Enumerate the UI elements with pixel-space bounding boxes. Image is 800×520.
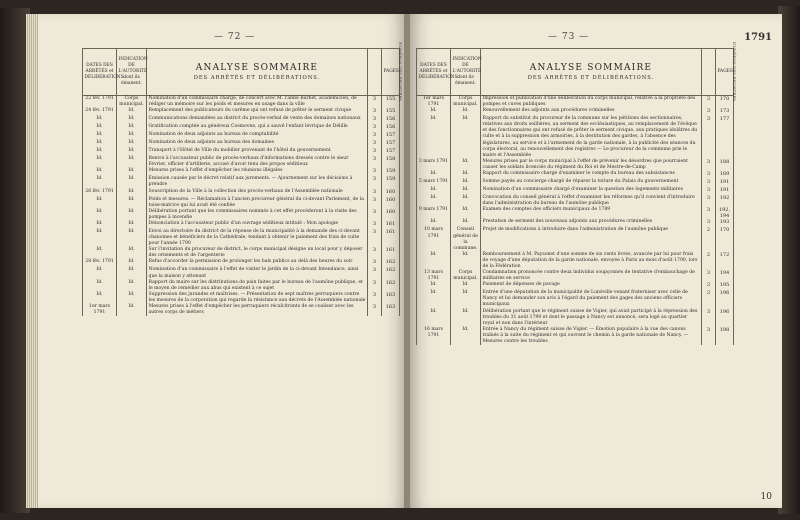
row-summary: Mesures prises à l'effet d'empêcher les réunions illégales xyxy=(147,168,368,176)
row-summary: Nomination de deux adjoints au bureau des domaines xyxy=(147,140,368,148)
row-authority: Id. xyxy=(117,197,147,209)
table-row xyxy=(417,227,734,251)
row-register: 3 xyxy=(702,290,716,308)
row-page: 191 xyxy=(716,179,734,187)
row-authority: Id. xyxy=(117,280,147,292)
row-register: 3 xyxy=(368,247,382,259)
row-register: 3 xyxy=(368,221,382,229)
table-row xyxy=(83,148,400,156)
row-date: Id. xyxy=(417,195,451,207)
row-page: 163 xyxy=(382,292,400,304)
row-register: 3 xyxy=(368,176,382,188)
col-pages: PAGES. xyxy=(382,49,400,96)
row-page: 172 xyxy=(716,252,734,270)
summary-subtitle: DES ARRÊTÉS ET DÉLIBÉRATIONS. xyxy=(527,74,655,81)
row-authority: Id. xyxy=(117,221,147,229)
row-summary: Nomination d'un commissaire chargé d'examiner la question des logements militaires xyxy=(481,187,702,195)
table-row xyxy=(417,159,734,171)
row-register: 3 xyxy=(368,304,382,316)
row-date: Id. xyxy=(83,247,117,259)
row-date: 28 fév. 1791 xyxy=(83,259,117,267)
row-authority: Id. xyxy=(451,171,481,179)
row-register: 3 xyxy=(368,229,382,247)
row-summary: Nomination d'un commissaire à l'effet de visiter le jardin de la ci-devant Intendance, ainsi que la maison y attenant xyxy=(147,267,368,279)
col-authority: INDICATION DE L'AUTORITÉ dont ils émanent. xyxy=(451,49,481,96)
row-date: Id. xyxy=(83,267,117,279)
row-register: 3 xyxy=(702,195,716,207)
row-authority: Id. xyxy=(117,108,147,116)
table-row xyxy=(83,247,400,259)
row-authority: Id. xyxy=(451,252,481,270)
row-summary: Rapport du maire sur les distributions de pain faites par le bureau de l'aumône publique, et le moyen de remédier aux abus qui existent à ce sujet xyxy=(147,280,368,292)
row-date: Id. xyxy=(83,197,117,209)
row-page: 159 xyxy=(382,176,400,188)
table-row xyxy=(417,207,734,219)
row-summary: Condamnation prononcée contre deux individus soupçonnés de tentative d'embauchage de militaires en service xyxy=(481,270,702,282)
row-authority: Id. xyxy=(117,259,147,267)
row-page: 160 xyxy=(382,209,400,221)
row-register: 3 xyxy=(368,148,382,156)
signature-number: 10 xyxy=(760,492,772,502)
table-row xyxy=(417,327,734,345)
row-page: 191 xyxy=(716,187,734,195)
row-register: 3 xyxy=(368,108,382,116)
row-page: 195 xyxy=(716,282,734,290)
row-summary: Rapport du substitut du procureur de la commune sur les pétitions des sectionnaires, relatives aux droits seillières, au serment des ecclésiastiques, au remplacement de l'évêque et des fonctionnaires qui ont refusé de prêter le serment civique, aux pratiques idolâtres du culte et à la suppression des armoiries, à la destitution des gardes, à l'absence des législatures, au service et à l'armement de la garde nationale, à la publicité des séances du corps électoral, au renouvellement des registres — Le procureur de la commune prie le maire et l'Assemblée xyxy=(481,116,702,159)
row-summary: Refus d'accorder la permission de prolonger les bals publics au delà des heures du soir xyxy=(147,259,368,267)
row-page: 193 xyxy=(716,219,734,227)
row-page: 155 xyxy=(382,96,400,109)
row-page: 162 xyxy=(382,267,400,279)
table-row xyxy=(83,116,400,124)
row-register: 3 xyxy=(368,116,382,124)
row-register: 3 xyxy=(702,159,716,171)
row-date: Id. xyxy=(83,148,117,156)
row-authority: Id. xyxy=(117,156,147,168)
row-summary: Dénonciation à l'accusateur public d'un ouvrage séditieux intitulé : Mon apologie xyxy=(147,221,368,229)
row-page: 189 xyxy=(716,171,734,179)
row-register: 3 xyxy=(702,207,716,219)
row-page: 156 xyxy=(382,124,400,132)
row-register: 3 xyxy=(368,168,382,176)
row-authority: Id. xyxy=(117,168,147,176)
row-page: 160 xyxy=(382,197,400,209)
row-register: 3 xyxy=(368,96,382,109)
row-date: Id. xyxy=(417,282,451,290)
row-register: 3 xyxy=(368,189,382,197)
col-summary xyxy=(481,49,702,96)
row-summary: Remplacement des publicateurs du carême qui ont refusé de prêter le serment civique xyxy=(147,108,368,116)
table-row xyxy=(83,280,400,292)
row-summary: Rapport du commissaire chargé d'examiner le compte du bureau des subsistances xyxy=(481,171,702,179)
row-summary: Souscription de la Ville à la collection des procès-verbaux de l'Assemblée nationale xyxy=(147,189,368,197)
row-register: 3 xyxy=(368,197,382,209)
row-authority: Id. xyxy=(451,327,481,345)
row-date: Id. xyxy=(83,209,117,221)
col-registers: NUMÉROS DES REGISTRES. xyxy=(368,49,382,96)
col-registers: NUMÉROS DES REGISTRES. xyxy=(702,49,716,96)
row-date: 10 mars 1791 xyxy=(417,227,451,251)
row-summary: Poids et mesures. — Réclamation à l'ancien procureur général du ci-devant Parlement, de la toise-matrice qui lui avait été confiée xyxy=(147,197,368,209)
table-row xyxy=(417,252,734,270)
row-register: 3 xyxy=(702,327,716,345)
row-date: Id. xyxy=(83,116,117,124)
row-summary: Somme payée au concierge chargé de réparer la toiture du Palais du gouvernement xyxy=(481,179,702,187)
table-row xyxy=(83,229,400,247)
row-register: 3 xyxy=(702,116,716,159)
row-authority: Corps municipal. xyxy=(451,270,481,282)
row-authority: Id. xyxy=(117,116,147,124)
row-date: Id. xyxy=(417,252,451,270)
row-register: 3 xyxy=(368,280,382,292)
row-date: 22 fév. 1791 xyxy=(83,96,117,109)
row-authority: Id. xyxy=(451,290,481,308)
row-page: 161 xyxy=(382,229,400,247)
table-row xyxy=(417,179,734,187)
row-date: Id. xyxy=(83,124,117,132)
row-register: 3 xyxy=(702,187,716,195)
row-page: 170 xyxy=(716,227,734,251)
summary-title: ANALYSE SOMMAIRE xyxy=(195,62,319,73)
row-date: Id. xyxy=(83,176,117,188)
row-date: Id. xyxy=(83,280,117,292)
row-page: 194 xyxy=(716,270,734,282)
row-authority: Id. xyxy=(117,229,147,247)
row-date: 16 mars 1791 xyxy=(417,327,451,345)
row-register: 3 xyxy=(702,219,716,227)
row-summary: Envoi au directoire du district de la réponse de la municipalité à la demande des ci-devant chanoines et bénéficiers de la Cathédrale, tendant à obtenir le paiement des frais de culte pour l'année 1790 xyxy=(147,229,368,247)
row-page: 161 xyxy=(382,221,400,229)
row-summary: Gratification comptée au généreux Cosmovne, qui a sauvé l'enfant lévrique de Délille xyxy=(147,124,368,132)
row-summary: Remboursement à M. Paysonet d'une somme de six cents livres, avancée par lui pour frais de voyage d'une députation de la garde nationale, envoyée à Paris au mois d'août 1790, lors de la Fédération xyxy=(481,252,702,270)
row-summary: Transport à l'Hôtel de Ville du mobilier provenant de l'hôtel du gouvernement xyxy=(147,148,368,156)
row-authority: Id. xyxy=(451,179,481,187)
row-date: Id. xyxy=(417,116,451,159)
row-authority: Id. xyxy=(117,124,147,132)
row-date: 5 mars 1791 xyxy=(417,179,451,187)
row-authority: Id. xyxy=(451,309,481,327)
table-row xyxy=(83,132,400,140)
row-authority: Id. xyxy=(117,292,147,304)
table-row xyxy=(83,267,400,279)
col-authority: INDICATION DE L'AUTORITÉ dont ils émanent. xyxy=(117,49,147,96)
table-row xyxy=(83,221,400,229)
row-authority: Id. xyxy=(451,219,481,227)
row-date: Id. xyxy=(83,292,117,304)
register-table xyxy=(82,41,403,316)
table-row xyxy=(417,171,734,179)
row-authority: Id. xyxy=(451,187,481,195)
col-pages: PAGES. xyxy=(716,49,734,96)
table-row xyxy=(83,156,400,168)
row-summary: Renvoi à l'accusateur public de procès-verbaux d'informations dressés contre le sieur Février, officier d'artillerie, accusé d'avoir tenu des propos séditieux xyxy=(147,156,368,168)
table-row xyxy=(83,209,400,221)
row-page: 192 xyxy=(716,195,734,207)
row-register: 3 xyxy=(702,108,716,116)
row-date: Id. xyxy=(83,221,117,229)
row-authority: Id. xyxy=(117,140,147,148)
row-authority: Id. xyxy=(451,159,481,171)
row-page: 156 xyxy=(382,116,400,124)
row-page: 196 xyxy=(716,290,734,308)
row-page: 161 xyxy=(382,247,400,259)
row-page: 162 xyxy=(382,259,400,267)
row-summary: Nomination de deux adjoints au bureau de comptabilité xyxy=(147,132,368,140)
row-date: Id. xyxy=(417,309,451,327)
row-summary: Examen des comptes des officiers municipaux de 1789 xyxy=(481,207,702,219)
row-authority: Id. xyxy=(117,209,147,221)
row-register: 3 xyxy=(368,209,382,221)
row-summary: Paiement de dépenses de pavage xyxy=(481,282,702,290)
table-row xyxy=(417,108,734,116)
row-summary: Suppression des jurandes et maîtrises. — Présentation de sept maîtres perruquiers contre les mesures de la corporation qui regarde la résistance aux décrets de l'Assemblée nationale xyxy=(147,292,368,304)
row-date: 1er mars 1791 xyxy=(83,304,117,316)
row-page: 157 xyxy=(382,148,400,156)
table-row xyxy=(83,108,400,116)
table-row xyxy=(417,290,734,308)
table-row xyxy=(83,292,400,304)
row-summary: Délibération portant que le régiment suisse de Vigier, qui avait participé à la répression des troubles du 31 août 1790 et dont le passage à Nancy est annoncé, sera logé au quartier royal et non dans l'intérieur xyxy=(481,309,702,327)
row-date: 1er mars 1791 xyxy=(417,96,451,109)
row-page: 163 xyxy=(382,304,400,316)
row-summary: Entrée d'une députation de la municipalité de Lunéville venant fraterniser avec celle de Nancy et lui demander son avis à l'égard du paiement des gages des anciens officiers municipaux xyxy=(481,290,702,308)
row-register: 3 xyxy=(702,282,716,290)
row-date: Id. xyxy=(417,108,451,116)
table-row xyxy=(83,176,400,188)
row-date: Id. xyxy=(417,219,451,227)
left-page xyxy=(38,14,406,508)
row-date: Id. xyxy=(417,171,451,179)
row-summary: Projet de modifications à introduire dans l'administration de l'aumône publique xyxy=(481,227,702,251)
row-authority: Id. xyxy=(451,116,481,159)
row-summary: Nomination d'un commissaire chargé, de concert avec M. l'abbé Barbet, académicien, de rédiger un mémoire sur les poids et mesures en usage dans la ville xyxy=(147,96,368,109)
row-register: 3 xyxy=(368,267,382,279)
row-page: 170 xyxy=(716,96,734,109)
table-row xyxy=(83,96,400,109)
row-authority: Id. xyxy=(451,282,481,290)
register-table xyxy=(416,41,737,345)
row-date: 26 fév. 1791 xyxy=(83,189,117,197)
table-row xyxy=(417,309,734,327)
row-authority: Id. xyxy=(117,267,147,279)
row-date: Id. xyxy=(83,132,117,140)
row-date: Id. xyxy=(83,168,117,176)
row-summary: Sur l'invitation du procureur de district, le corps municipal désigne un local pour y déposer des ornements et de l'argenterie xyxy=(147,247,368,259)
row-page: 173 xyxy=(716,108,734,116)
summary-title: ANALYSE SOMMAIRE xyxy=(529,62,653,73)
page-number: — 73 — xyxy=(548,32,590,42)
row-register: 3 xyxy=(702,171,716,179)
row-date: 3 mars 1791 xyxy=(417,159,451,171)
row-page: 157 xyxy=(382,132,400,140)
row-summary: Impression et publication d'une délibération du corps municipal, relative à la propriété des pompes et cuves publiques xyxy=(481,96,702,109)
row-register: 3 xyxy=(702,270,716,282)
row-page: 162 xyxy=(382,280,400,292)
row-summary: Entrée à Nancy du régiment suisse de Vigier. — Émotion populaire à la vue des canons traînés à la suite du régiment et qui ouvrent le chemin à la garde nationale de Nancy. — Mesures contre les troubles xyxy=(481,327,702,345)
table-row xyxy=(83,124,400,132)
row-page: 192, 194 xyxy=(716,207,734,219)
row-authority: Id. xyxy=(117,148,147,156)
col-dates: DATES DES ARRÊTÉS et DÉLIBÉRATIONS. xyxy=(417,49,451,96)
row-date: 9 mars 1791 xyxy=(417,207,451,219)
col-dates: DATES DES ARRÊTÉS et DÉLIBÉRATIONS. xyxy=(83,49,117,96)
row-register: 3 xyxy=(368,156,382,168)
row-register: 2 xyxy=(702,227,716,251)
row-summary: Émission causée par le décret relatif aux jurements. — Ajournement sur les décisions à prendre xyxy=(147,176,368,188)
row-date: Id. xyxy=(417,187,451,195)
row-register: 2 xyxy=(702,252,716,270)
page-number: — 72 — xyxy=(214,32,256,42)
row-authority: Id. xyxy=(451,207,481,219)
row-summary: Mesures prises par le corps municipal à l'effet de prévenir les désordres que pourraient causer les soldats licenciés du régiment du Roi et de Mestre-de-Camp xyxy=(481,159,702,171)
row-register: 3 xyxy=(702,96,716,109)
row-page: 188 xyxy=(716,159,734,171)
right-page xyxy=(410,14,782,508)
row-summary: Prestation de serment des nouveaux adjoints aux procédures criminelles xyxy=(481,219,702,227)
row-authority: Corps municipal. xyxy=(117,96,147,109)
row-summary: Délibération portant que les commissaires nommés à cet effet procéderont à la visite des pompes à incendie xyxy=(147,209,368,221)
row-register: 3 xyxy=(702,309,716,327)
page-edges-left xyxy=(26,14,38,508)
row-page: 160 xyxy=(382,189,400,197)
row-date: Id. xyxy=(83,140,117,148)
table-row xyxy=(83,197,400,209)
table-row xyxy=(417,195,734,207)
row-authority: Conseil général de la commune. xyxy=(451,227,481,251)
table-row xyxy=(417,116,734,159)
row-date: Id. xyxy=(83,229,117,247)
row-register: 3 xyxy=(368,259,382,267)
row-page: 159 xyxy=(382,168,400,176)
summary-subtitle: DES ARRÊTÉS ET DÉLIBÉRATIONS. xyxy=(193,74,321,81)
row-authority: Id. xyxy=(451,108,481,116)
row-authority: Id. xyxy=(117,304,147,316)
table-row xyxy=(417,270,734,282)
row-date: Id. xyxy=(83,156,117,168)
row-date: 13 mars 1791 xyxy=(417,270,451,282)
row-authority: Id. xyxy=(117,132,147,140)
row-date: Id. xyxy=(417,290,451,308)
row-register: 3 xyxy=(702,179,716,187)
row-register: 3 xyxy=(368,140,382,148)
row-authority: Id. xyxy=(117,189,147,197)
row-register: 3 xyxy=(368,292,382,304)
table-row xyxy=(83,140,400,148)
row-page: 155 xyxy=(382,108,400,116)
year-header: 1791 xyxy=(744,32,772,43)
row-authority: Corps municipal. xyxy=(451,96,481,109)
row-summary: Communications demandées au district du procès-verbal de vente des domaines nationaux xyxy=(147,116,368,124)
col-summary xyxy=(147,49,368,96)
row-authority: Id. xyxy=(117,247,147,259)
row-summary: Convocation du conseil général à l'effet d'examiner les réformes qu'il convient d'introduire dans l'administration du bureau de l'aumône publique xyxy=(481,195,702,207)
row-page: 158 xyxy=(382,156,400,168)
table-row xyxy=(83,189,400,197)
table-row xyxy=(83,304,400,316)
row-authority: Id. xyxy=(451,195,481,207)
row-summary: Mesures prises à l'effet d'empêcher les perruquiers récalcitrants de se coaliser avec les autres corps de métiers xyxy=(147,304,368,316)
row-page: 198 xyxy=(716,327,734,345)
row-summary: Renouvellement des adjoints aux procédures criminelles xyxy=(481,108,702,116)
table-row xyxy=(417,187,734,195)
row-register: 3 xyxy=(368,132,382,140)
row-page: 157 xyxy=(382,140,400,148)
row-page: 177 xyxy=(716,116,734,159)
row-page: 196 xyxy=(716,309,734,327)
row-authority: Id. xyxy=(117,176,147,188)
row-date: 24 fév. 1791 xyxy=(83,108,117,116)
table-row xyxy=(417,96,734,109)
row-register: 3 xyxy=(368,124,382,132)
